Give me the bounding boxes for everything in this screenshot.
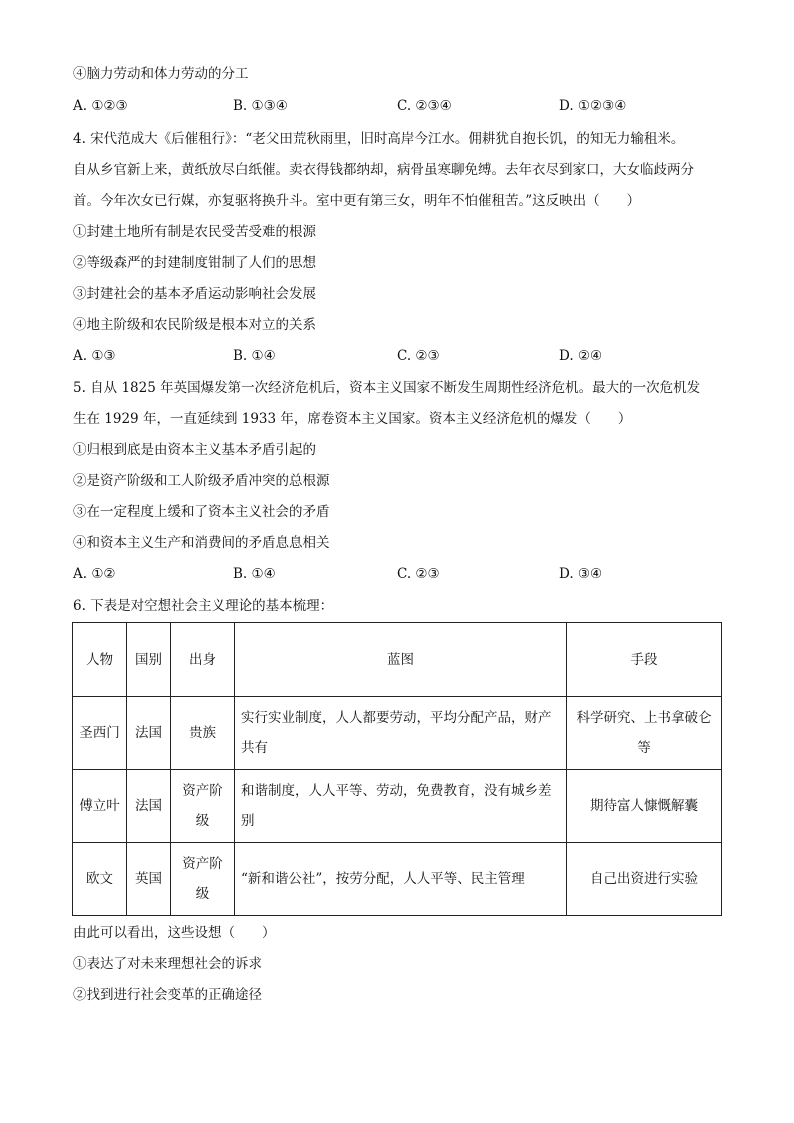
q4-stem-line-1: 4. 宋代范成大《后催租行》：“老父田荒秋雨里，旧时高岸今江水。佣耕犹自抱长饥，的知无力输租米。 <box>73 131 685 147</box>
q4-item-3: ③封建社会的基本矛盾运动影响社会发展 <box>73 286 316 302</box>
q5-item-3: ③在一定程度上缓和了资本主义社会的矛盾 <box>73 504 330 520</box>
table-row <box>73 770 722 843</box>
cell-origin: 资产阶级 <box>171 770 235 843</box>
cell-person: 欧文 <box>73 843 127 916</box>
q3-option-b: B. ①③④ <box>233 98 288 114</box>
header-means: 手段 <box>567 623 722 697</box>
header-origin: 出身 <box>171 623 235 697</box>
q3-option-a: A. ①②③ <box>73 98 128 114</box>
cell-country: 法国 <box>127 697 171 770</box>
q4-option-d: D. ②④ <box>559 348 603 364</box>
cell-origin: 资产阶级 <box>171 843 235 916</box>
cell-country: 英国 <box>127 843 171 916</box>
cell-origin: 贵族 <box>171 697 235 770</box>
q4-item-2: ②等级森严的封建制度钳制了人们的思想 <box>73 255 316 271</box>
q5-item-2: ②是资产阶级和工人阶级矛盾冲突的总根源 <box>73 473 330 489</box>
q4-option-b: B. ①④ <box>233 348 276 364</box>
q5-option-a: A. ①② <box>73 566 116 582</box>
header-country: 国别 <box>127 623 171 697</box>
q4-item-1: ①封建土地所有制是农民受苦受难的根源 <box>73 224 316 240</box>
cell-country: 法国 <box>127 770 171 843</box>
header-blueprint: 蓝图 <box>235 623 567 697</box>
q4-item-4: ④地主阶级和农民阶级是根本对立的关系 <box>73 317 316 333</box>
table-row <box>73 697 722 770</box>
cell-blueprint: “新和谐公社”，按劳分配，人人平等、民主管理 <box>235 843 567 916</box>
q5-stem-line-1: 5. 自从 1825 年英国爆发第一次经济危机后，资本主义国家不断发生周期性经济危机。最大的一次危机发 <box>73 380 701 396</box>
cell-blueprint: 和谐制度，人人平等、劳动，免费教育，没有城乡差别 <box>235 770 567 843</box>
table-row <box>73 843 722 916</box>
q3-option-d: D. ①②③④ <box>559 98 627 114</box>
q4-stem-line-3: 首。今年次女已行媒，亦复驱将换升斗。室中更有第三女，明年不怕催租苦。”这反映出（ ） <box>73 193 641 209</box>
q5-option-c: C. ②③ <box>397 566 440 582</box>
q6-intro: 6. 下表是对空想社会主义理论的基本梳理： <box>73 598 334 614</box>
q5-stem-line-2: 生在 1929 年，一直延续到 1933 年，席卷资本主义国家。资本主义经济危机的爆发（ ） <box>73 411 632 427</box>
q3-item-4: ④脑力劳动和体力劳动的分工 <box>73 66 249 82</box>
q4-option-c: C. ②③ <box>397 348 440 364</box>
utopian-socialism-table <box>72 622 722 916</box>
q4-stem-line-2: 自从乡官新上来，黄纸放尽白纸催。卖衣得钱都纳却，病骨虽寒聊免缚。去年衣尽到家口，大女临歧两分 <box>73 162 694 178</box>
q5-item-4: ④和资本主义生产和消费间的矛盾息息相关 <box>73 535 330 551</box>
cell-means: 期待富人慷慨解囊 <box>567 770 722 843</box>
q5-item-1: ①归根到底是由资本主义基本矛盾引起的 <box>73 442 316 458</box>
q6-item-1: ①表达了对未来理想社会的诉求 <box>73 956 262 972</box>
q6-item-2: ②找到进行社会变革的正确途径 <box>73 987 262 1003</box>
q6-stem: 由此可以看出，这些设想（ ） <box>73 925 276 941</box>
cell-person: 圣西门 <box>73 697 127 770</box>
cell-means: 自己出资进行实验 <box>567 843 722 916</box>
cell-person: 傅立叶 <box>73 770 127 843</box>
table-header-row <box>73 623 722 697</box>
cell-blueprint: 实行实业制度，人人都要劳动，平均分配产品，财产共有 <box>235 697 567 770</box>
q5-option-d: D. ③④ <box>559 566 603 582</box>
q5-option-b: B. ①④ <box>233 566 276 582</box>
header-person: 人物 <box>73 623 127 697</box>
q3-option-c: C. ②③④ <box>397 98 452 114</box>
q4-option-a: A. ①③ <box>73 348 116 364</box>
cell-means: 科学研究、上书拿破仑等 <box>567 697 722 770</box>
